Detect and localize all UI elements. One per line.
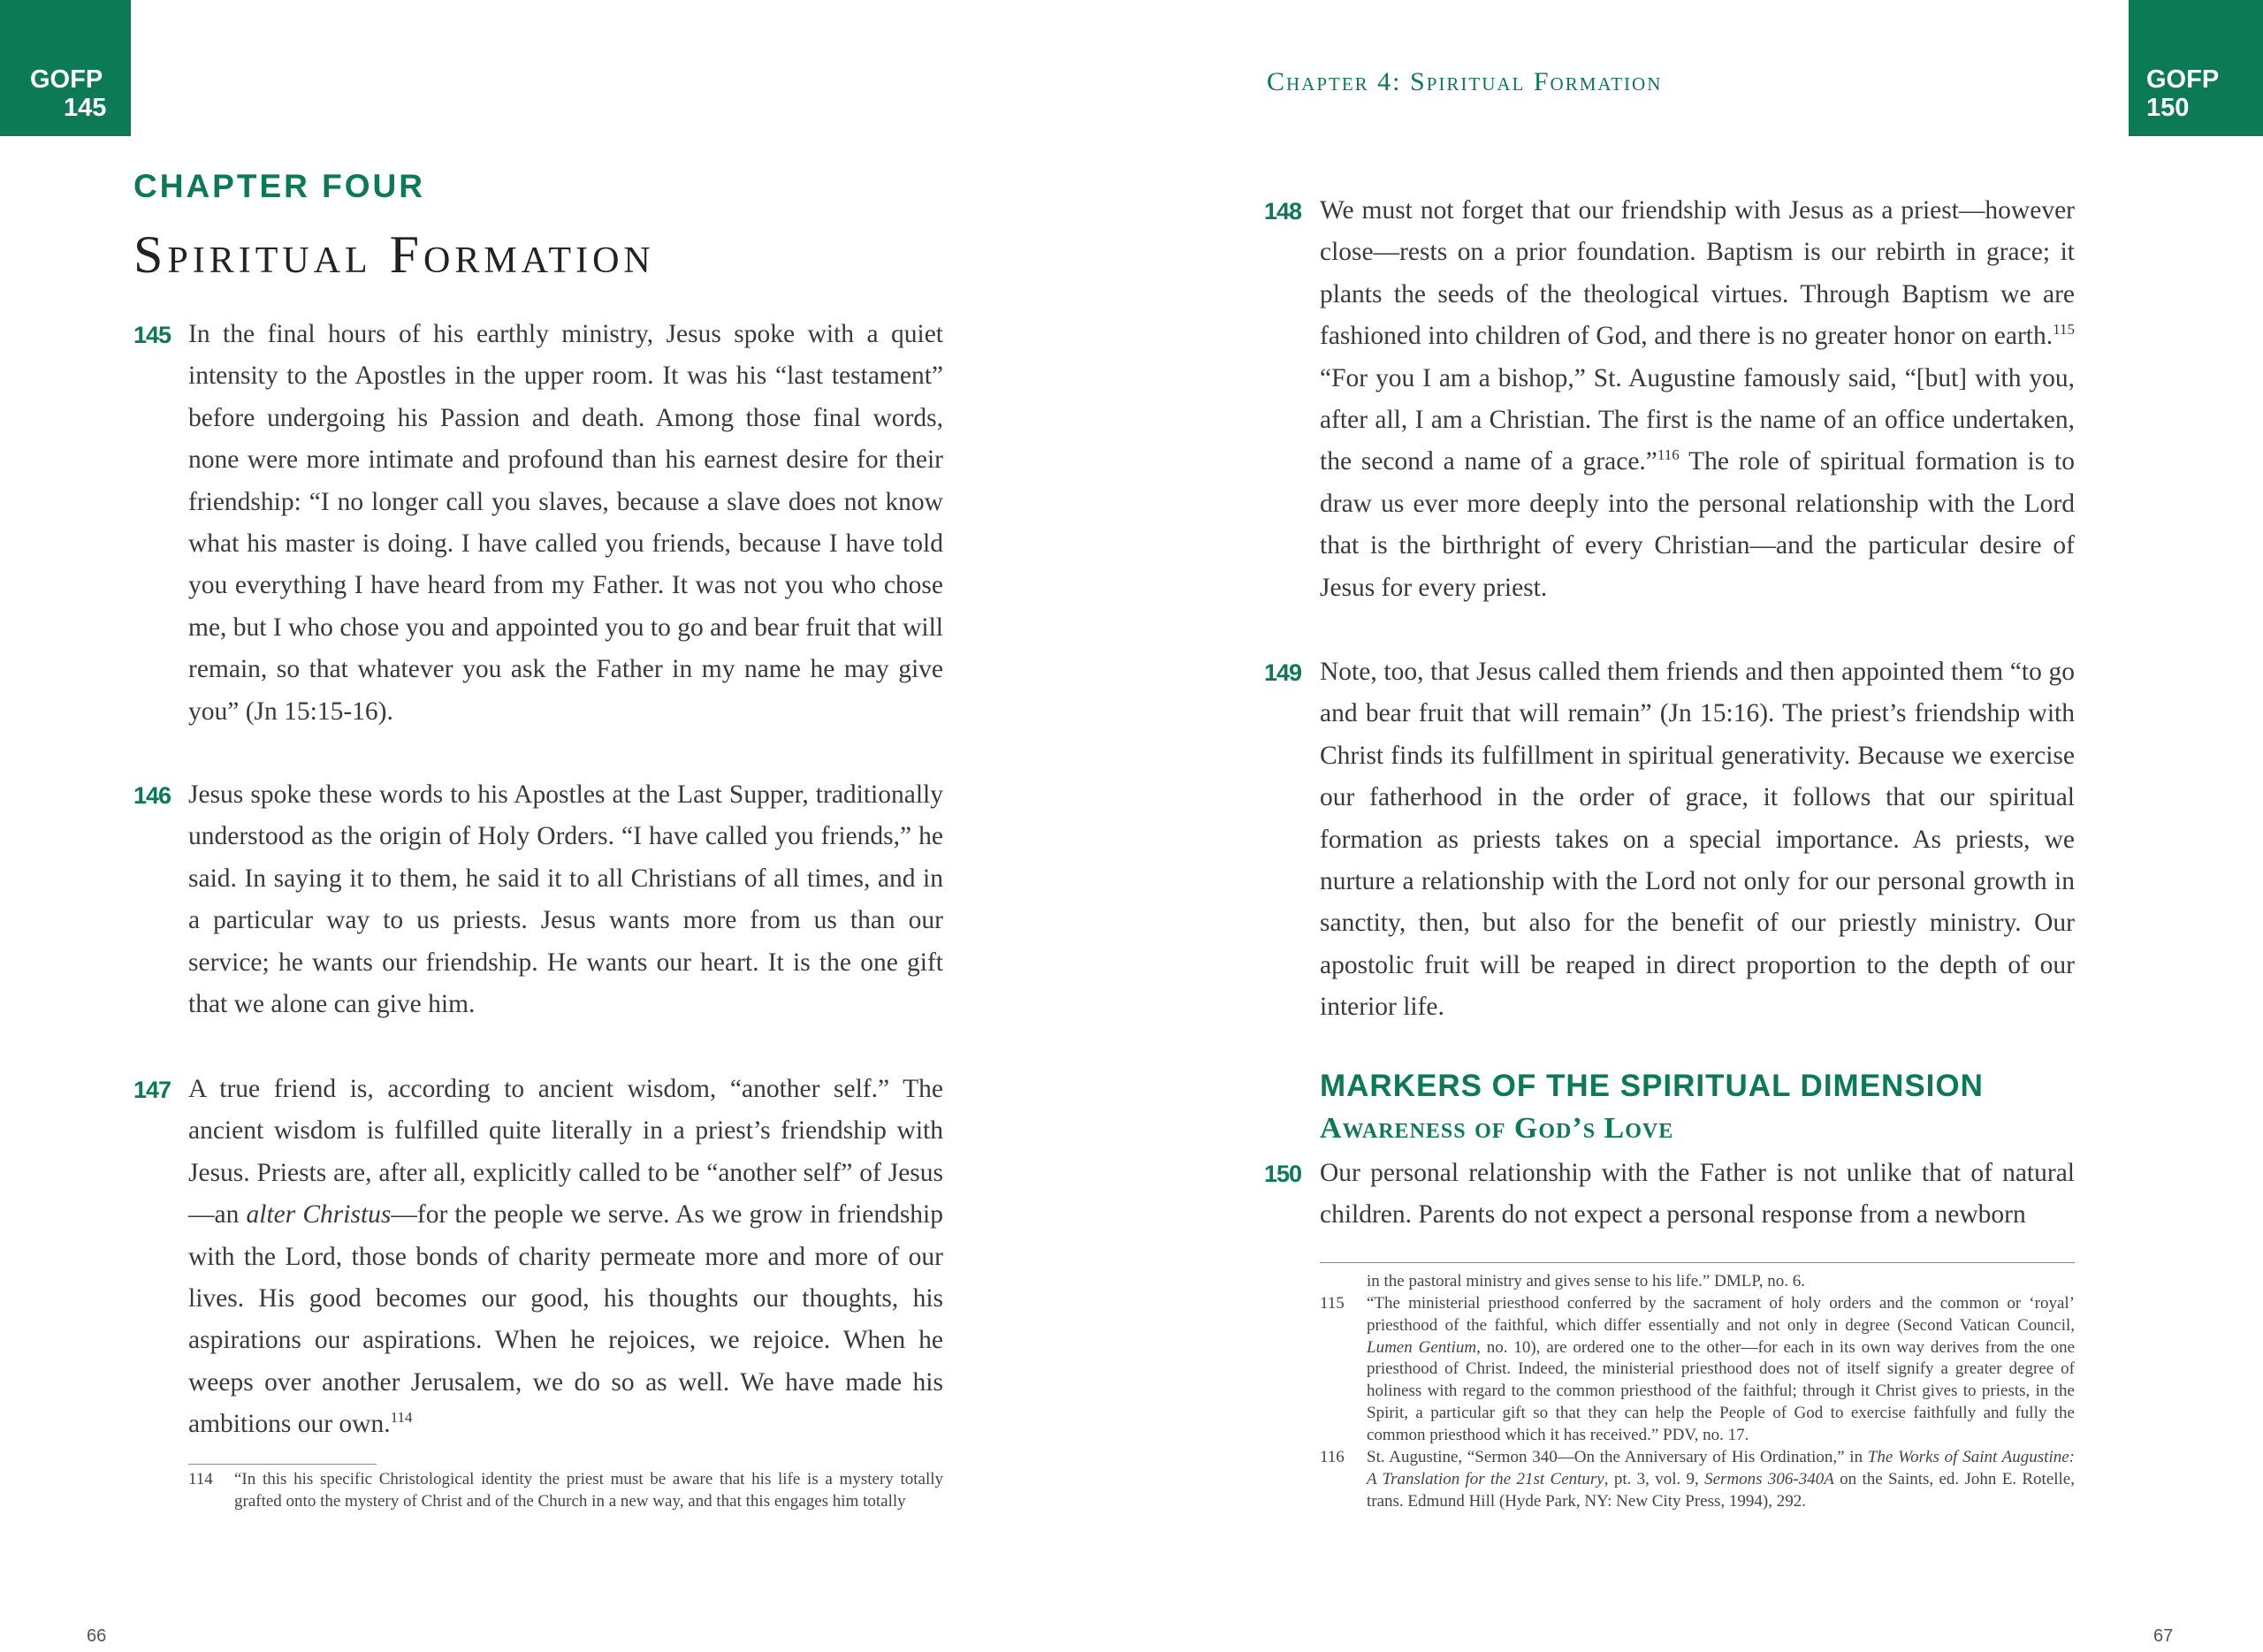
footnote-marker: 115 (2053, 321, 2075, 339)
footnote-marker: 116 (1657, 446, 1680, 464)
footnote-text: “In this his specific Christological identity the priest must be aware that his life is a mystery totally grafted onto the mystery of Christ and of the Church in a new way, and that this engages him totally (234, 1470, 943, 1511)
paragraph-number: 149 (1264, 659, 1302, 686)
footnote-text: in the pastoral ministry and gives sense to his life.” DMLP, no. 6. (1367, 1272, 1806, 1290)
subsection-heading: Awareness of God’s Love (1320, 1112, 1674, 1145)
italic-title: Lumen Gentium (1367, 1337, 1477, 1357)
footnote-text-part: , no. 10), are ordered one to the other—for each in its own way derives from the one priesthood of Christ. Indeed, the ministerial priesthood does not of itself signify a greater degree of holiness with regard to the common priesthood of the faithful; through it Christ gives to priests, in the Spirit, a particular gift so that they can help the People of God to exercise faithfully and fully the common priesthood which it has received.” PDV, no. 17. (1367, 1337, 2076, 1444)
right-tab-number: 150 (2146, 94, 2190, 122)
footnote-114 (188, 1469, 943, 1513)
paragraph-number: 150 (1264, 1161, 1302, 1187)
paragraph-text-part: We must not forget that our friendship with Jesus as a priest—however close—rests on a prior foundation. Baptism is our rebirth in grace; it plants the seeds of the theological virtues. Through Baptism we are fashioned into children of God, and there is no greater honor on earth. (1320, 196, 2075, 351)
paragraph-text: Jesus spoke these words to his Apostles at the Last Supper, traditionally understood as the origin of Holy Orders. “I have called you friends,” he said. In saying it to them, he said it to all Christians of all times, and in a particular way to us priests. Jesus wants more from us than our service; he wants our friendship. He wants our heart. It is the one gift that we alone can give him. (188, 780, 943, 1019)
footnote-text (1367, 1293, 2075, 1447)
running-head: Chapter 4: Spiritual Formation (1267, 67, 1663, 96)
right-tab-label: GOFP (2146, 65, 2220, 94)
footnote-number: 115 (1320, 1294, 1345, 1313)
italic-title: Sermons 306-340A (1704, 1469, 1834, 1488)
left-page-number: 66 (87, 1626, 107, 1646)
right-gofp-tab (2129, 0, 2263, 136)
left-tab-number: 145 (64, 94, 107, 122)
paragraph-number: 148 (1264, 198, 1302, 225)
left-gofp-tab (0, 0, 131, 136)
footnote-number: 114 (188, 1470, 213, 1488)
left-tab-label: GOFP (30, 65, 103, 94)
paragraph-text: In the final hours of his earthly ministry, Jesus spoke with a quiet intensity to the Apostles in the upper room. It was his “last testament” before undergoing his Passion and death. Among those final words, none were more intimate and profound than his earnest desire for their friendship: “I no longer call you slaves, because a slave does not know what his master is doing. I have called you friends, because I have told you everything I have heard from my Father. It was not you who chose me, but I who chose you and appointed you to go and bear fruit that will remain, so that whatever you ask the Father in my name he may give you” (Jn 15:15-16). (188, 320, 943, 726)
italic-term: alter Christus (246, 1200, 392, 1229)
paragraph-text: Our personal relationship with the Father is not unlike that of natural children. Parents do not expect a personal response from a newborn (1320, 1159, 2075, 1229)
paragraph-146 (133, 774, 943, 1025)
paragraph-number: 146 (133, 782, 171, 809)
footnote-116 (1320, 1447, 2075, 1512)
paragraph-text-part: The role of spiritual formation is to draw us ever more deeply into the personal relationship with the Lord that is the birthright of every Christian—and the particular desire of Jesus for every priest. (1320, 447, 2075, 602)
right-page-number: 67 (2153, 1626, 2174, 1646)
chapter-label: CHAPTER FOUR (133, 168, 425, 204)
paragraph-text (188, 1069, 943, 1446)
chapter-title: Spiritual Formation (133, 225, 655, 284)
paragraph-148 (1264, 190, 2075, 609)
paragraph-149 (1264, 651, 2075, 1029)
paragraph-text-part: “For you I am a bishop,” St. Augustine famously said, “[but] with you, after all, I am a Christian. The first is the name of an office undertaken, the second a name of a grace.” (1320, 363, 2075, 476)
paragraph-text (1320, 190, 2075, 609)
footnote-text (1367, 1447, 2075, 1512)
paragraph-147 (133, 1069, 943, 1446)
paragraph-text-part: A true friend is, according to ancient wisdom, “another self.” The ancient wisdom is fulfilled quite literally in a priest’s friendship with Jesus. Priests are, after all, explicitly called to be “another self” of Jesus—an (188, 1075, 943, 1229)
italic-title: The Works of Saint Augustine: A Translation for the 21st Century (1367, 1448, 2075, 1488)
paragraph-number: 147 (133, 1077, 171, 1103)
footnote-text-part: “The ministerial priesthood conferred by the sacrament of holy orders and the common or ‘royal’ priesthood of the faithful, which differ essentially and not only in degree (Second Vatican Council, (1367, 1294, 2075, 1335)
paragraph-text-part: —for the people we serve. As we grow in friendship with the Lord, those bonds of charity permeate more and more of our lives. His good becomes our good, his thoughts our thoughts, his aspirations our aspirations. When he rejoices, we rejoice. When he weeps over another Jerusalem, we do so as well. We have made his ambitions our own. (188, 1200, 944, 1439)
footnote-continuation (1320, 1271, 2075, 1293)
footnote-rule (188, 1464, 377, 1465)
paragraph-145 (133, 314, 943, 733)
footnote-rule (1320, 1262, 2075, 1263)
paragraph-text: Note, too, that Jesus called them friends and then appointed them “to go and bear fruit that will remain” (Jn 15:16). The priest’s friendship with Christ finds its fulfillment in spiritual generativity. Because we exercise our fatherhood in the order of grace, it follows that our spiritual formation as priests takes on a special importance. As priests, we nurture a relationship with the Lord not only for our personal growth in sanctity, then, but also for the benefit of our priestly ministry. Our apostolic fruit will be reaped in direct proportion to the depth of our interior life. (1320, 658, 2075, 1022)
footnote-text-part: , pt. 3, vol. 9, (1604, 1469, 1705, 1488)
footnote-text-part: St. Augustine, “Sermon 340—On the Anniversary of His Ordination,” in (1367, 1448, 1868, 1466)
footnote-115 (1320, 1293, 2075, 1447)
paragraph-150 (1264, 1153, 2075, 1237)
footnote-number: 116 (1320, 1448, 1345, 1466)
footnote-marker: 114 (390, 1409, 413, 1427)
section-heading: MARKERS OF THE SPIRITUAL DIMENSION (1320, 1069, 1984, 1103)
footnote-text-part: on the Saints, ed. John E. Rotelle, trans. Edmund Hill (Hyde Park, NY: New City Press, 1994), 292. (1367, 1469, 2075, 1511)
paragraph-number: 145 (133, 322, 171, 348)
